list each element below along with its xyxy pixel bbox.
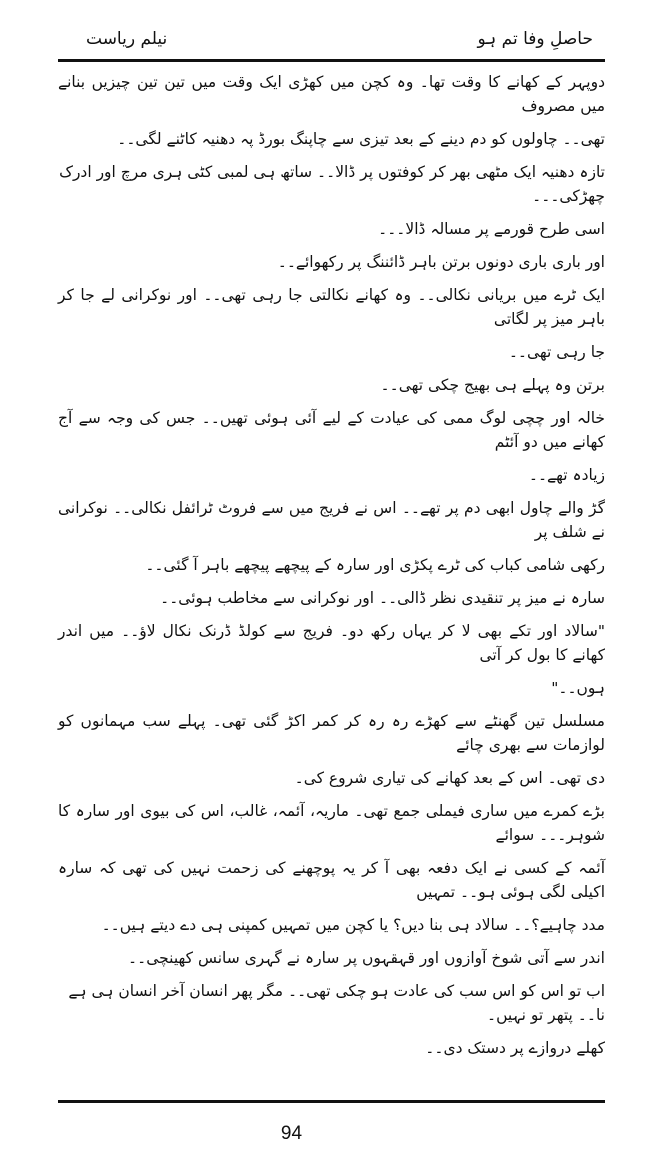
text-line: خالہ اور چچی لوگ ممی کی عیادت کے لیے آئی ہوئی تھیں۔۔ جس کی وجہ سے آج کھانے میں دو آئٹم — [58, 409, 605, 451]
text-line: اب تو اس کو اس سب کی عادت ہو چکی تھی۔۔ مگر پھر انسان آخر انسان ہی ہے نا۔۔ پتھر تو نہیں۔ — [68, 982, 605, 1024]
running-header — [58, 28, 605, 59]
text-line: دوپہر کے کھانے کا وقت تھا۔ وہ کچن میں کھڑی ایک وقت میں تین تین چیزیں بنانے میں مصروف — [58, 73, 605, 115]
text-line: بڑے کمرے میں ساری فیملی جمع تھی۔ ماریہ، آئمہ، غالب، اس کی بیوی اور سارہ کا شوہر۔۔۔ سوائے — [58, 802, 605, 844]
text-line: اور باری باری دونوں برتن باہر ڈائننگ پر رکھوائے۔۔ — [277, 253, 605, 271]
author-name: نیلم ریاست — [86, 28, 168, 49]
text-line: گڑ والے چاول ابھی دم پر تھے۔۔ اس نے فریج میں سے فروٹ ٹرائفل نکالی۔۔ نوکرانی نے شلف پر — [58, 499, 605, 541]
text-line: رکھی شامی کباب کی ٹرے پکڑی اور سارہ کے پیچھے پیچھے باہر آ گئی۔۔ — [145, 556, 605, 574]
text-line: کھلے دروازے پر دستک دی۔۔ — [425, 1039, 605, 1057]
book-page — [58, 0, 605, 1161]
text-line: مدد چاہیے؟۔۔ سالاد ہی بنا دیں؟ یا کچن میں تمہیں کمپنی ہی دے دیتے ہیں۔۔ — [101, 916, 605, 934]
text-line: ہوں۔۔" — [551, 679, 605, 697]
text-line: مسلسل تین گھنٹے سے کھڑے رہ رہ کر کمر اکڑ گئی تھی۔ پہلے سب مہمانوں کو لوازمات سے بھری چائے — [58, 712, 605, 754]
text-line: تھی۔۔ چاولوں کو دم دینے کے بعد تیزی سے چاپنگ بورڈ پہ دھنیہ کاٹنے لگی۔۔ — [117, 130, 605, 148]
text-line: تازہ دھنیہ ایک مٹھی بھر کر کوفتوں پر ڈالا۔۔ ساتھ ہی لمبی کٹی ہری مرچ اور ادرک چھڑکی۔۔۔ — [59, 163, 605, 205]
text-line: "سالاد اور تکے بھی لا کر یہاں رکھ دو۔ فریج سے کولڈ ڈرنک نکال لاؤ۔۔ میں اندر کھانے کا بول کر آتی — [58, 622, 605, 664]
text-line: اسی طرح قورمے پر مسالہ ڈالا۔۔۔ — [378, 220, 605, 238]
text-line: زیادہ تھے۔۔ — [528, 466, 605, 484]
text-line: آئمہ کے کسی نے ایک دفعہ بھی آ کر یہ پوچھنے کی زحمت نہیں کی تھی کہ سارہ اکیلی لگی ہوئی ہو۔۔ تمہیں — [58, 859, 605, 901]
text-line: جا رہی تھی۔۔ — [508, 343, 605, 361]
text-line: ایک ٹرے میں بریانی نکالی۔۔ وہ کھانے نکالتی جا رہی تھی۔۔ اور نوکرانی لے جا کر باہر میز پر لگاتی — [58, 286, 605, 328]
text-line: دی تھی۔ اس کے بعد کھانے کی تیاری شروع کی۔ — [294, 769, 605, 787]
book-title: حاصلِ وفا تم ہو — [477, 29, 593, 49]
body-text — [58, 62, 605, 1060]
page-number: 94 — [280, 1123, 303, 1144]
text-line: اندر سے آتی شوخ آوازوں اور قہقہوں پر سارہ نے گہری سانس کھینچی۔۔ — [128, 949, 605, 967]
text-line: سارہ نے میز پر تنقیدی نظر ڈالی۔۔ اور نوکرانی سے مخاطب ہوئی۔۔ — [160, 589, 605, 607]
text-line: برتن وہ پہلے ہی بھیج چکی تھی۔۔ — [380, 376, 605, 394]
